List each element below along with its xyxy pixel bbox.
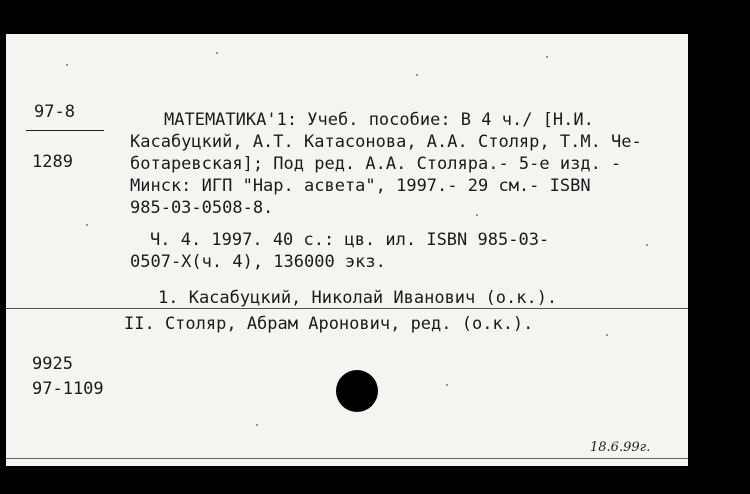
number-2: 97-1109	[32, 379, 104, 399]
punch-hole	[336, 370, 378, 412]
bottom-edge	[6, 458, 688, 459]
tracing-divider	[6, 308, 688, 309]
entry-line-7: 0507-X(ч. 4), 136000 экз.	[130, 252, 386, 272]
catalog-card	[6, 34, 688, 466]
number-1: 9925	[32, 354, 73, 374]
entry-line-3: ботаревская]; Под ред. А.А. Столяра.- 5-е изд. -	[130, 154, 622, 174]
call-number-divider	[26, 130, 104, 131]
speck	[546, 56, 548, 58]
speck	[66, 64, 68, 66]
entry-line-4: Минск: ИГП "Нар. асвета", 1997.- 29 см.- ISBN	[130, 176, 591, 196]
handwritten-date: 18.6.99г.	[590, 440, 651, 455]
entry-line-6: Ч. 4. 1997. 40 с.: цв. ил. ISBN 985-03-	[150, 230, 550, 250]
tracing-2: II. Столяр, Абрам Аронович, ред. (о.к.).	[124, 314, 534, 334]
call-number-top: 97-8	[34, 102, 75, 122]
speck	[476, 214, 478, 216]
entry-line-5: 985-03-0508-8.	[130, 198, 274, 218]
speck	[606, 334, 608, 336]
speck	[416, 74, 418, 76]
speck	[646, 244, 648, 246]
speck	[446, 384, 448, 386]
speck	[86, 224, 88, 226]
tracing-1: 1. Касабуцкий, Николай Иванович (о.к.).	[158, 288, 558, 308]
speck	[256, 424, 258, 426]
speck	[216, 52, 218, 54]
entry-line-1: МАТЕМАТИКА'1: Учеб. пособие: В 4 ч./ [Н.И.	[164, 110, 594, 130]
call-number-bottom: 1289	[32, 152, 73, 172]
entry-line-2: Касабуцкий, А.Т. Катасонова, А.А. Столяр, Т.М. Че-	[130, 132, 642, 152]
